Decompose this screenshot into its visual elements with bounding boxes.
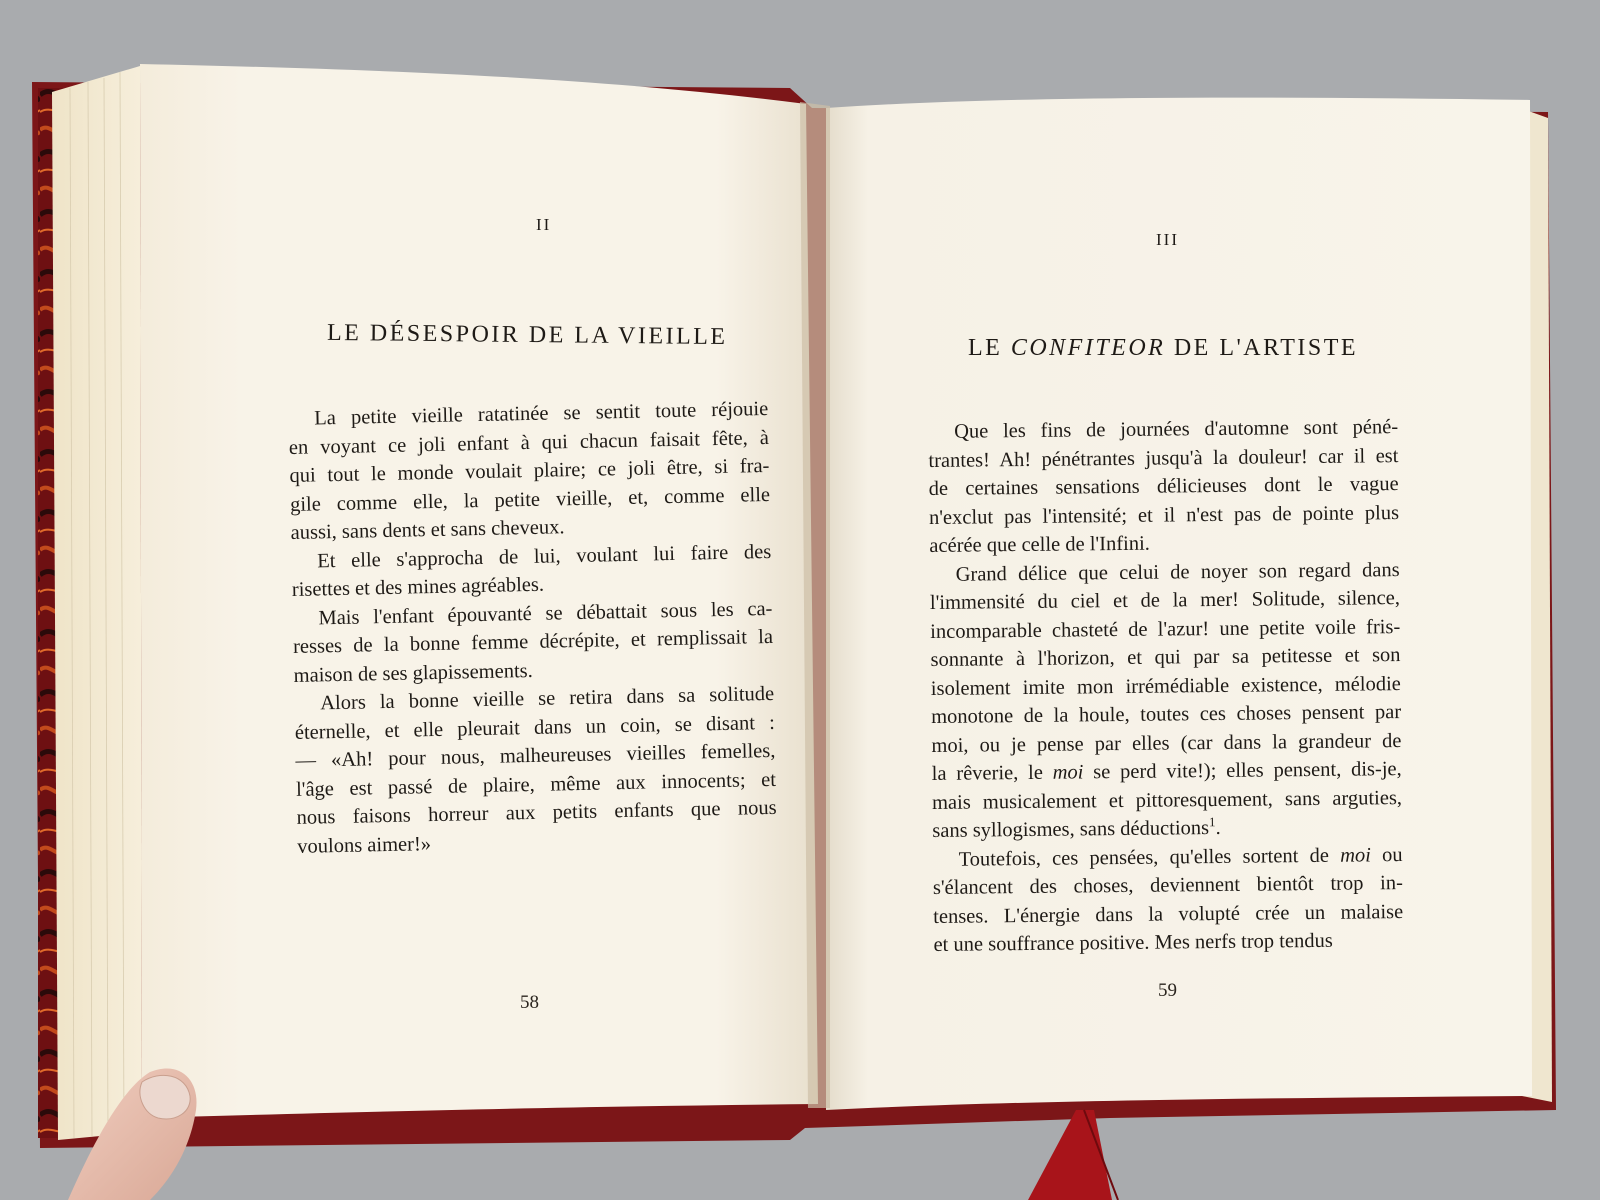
title-prefix: LE xyxy=(968,335,1003,361)
text-line: en voyant ce joli enfant à qui chacun faisait fête, à xyxy=(288,426,770,459)
paragraph xyxy=(288,395,771,548)
text-line: gile comme elle, la petite vieille, et, comme elle xyxy=(289,483,771,516)
paragraph xyxy=(929,556,1402,846)
left-page-edges xyxy=(52,66,142,1140)
right-page-number: 59 xyxy=(1158,980,1177,1001)
text-line: n'exclut pas l'intensité; et il n'est pas de pointe plus xyxy=(928,501,1400,529)
text-line: — «Ah! pour nous, malheureuses vieilles femelles, xyxy=(295,739,776,772)
text-line: La petite vieille ratatinée se sentit toute réjouie xyxy=(314,397,769,430)
text-line: incomparable chasteté de l'azur! une petite voile fris- xyxy=(930,615,1401,643)
paragraph xyxy=(291,537,772,604)
title-italic: CONFITEOR xyxy=(1010,335,1166,361)
paragraph xyxy=(294,680,777,861)
right-chapter-title xyxy=(968,335,1358,362)
text-line: trantes! Ah! pénétrantes jusqu'à la douleur! car il est xyxy=(928,444,1399,472)
text-line: Et elle s'approcha de lui, voulant lui faire des xyxy=(317,540,772,572)
text-line: et une souffrance positive. Mes nerfs trop tendus xyxy=(933,929,1333,956)
text-line: resses de la bonne femme décrépite, et remplissait la xyxy=(292,625,774,658)
paragraph xyxy=(928,413,1399,560)
text-line: Alors la bonne vieille se retira dans sa solitude xyxy=(320,682,775,715)
left-page-body xyxy=(288,395,777,861)
left-chapter-number: II xyxy=(536,215,552,234)
title-suffix: DE L'ARTISTE xyxy=(1173,335,1359,361)
text-line: monotone de la houle, toutes ces choses pensent par xyxy=(931,701,1402,728)
text-line: Que les fins de journées d'automne sont péné- xyxy=(954,416,1399,443)
text-line: de certaines sensations délicieuses dont le vague xyxy=(928,473,1399,500)
text-line: Grand délice que celui de noyer son regard dans xyxy=(955,558,1400,586)
left-page-number: 58 xyxy=(520,992,539,1013)
text-line: maison de ses glapissements. xyxy=(293,659,533,687)
text-line: moi, ou je pense par elles (car dans la grandeur de xyxy=(931,729,1402,757)
right-chapter-number: III xyxy=(1156,230,1179,249)
text-line: aussi, sans dents et sans cheveux. xyxy=(290,516,565,544)
footnote-marker[interactable]: 1 xyxy=(1208,814,1216,830)
text-line: mais musicalement et pittoresquement, sans arguties, xyxy=(931,786,1403,814)
text-line: Mais l'enfant épouvanté se débattait sous les ca- xyxy=(318,597,773,629)
text-line: l'âge est passé de plaire, même aux innocents; et xyxy=(295,768,777,801)
text-line: éternelle, et elle pleurait dans un coin, se disant : xyxy=(294,711,775,744)
text-line: la rêverie, le moi se perd vite!); elles pensent, dis-je, xyxy=(931,758,1402,785)
left-chapter-title: LE DÉSESPOIR DE LA VIEILLE xyxy=(326,319,728,351)
text-line: l'immensité du ciel et de la mer! Solitude, silence, xyxy=(929,587,1401,614)
text-line: sonnante à l'horizon, et qui par sa petitesse et son xyxy=(930,644,1401,671)
text-line: tenses. L'énergie dans la volupté crée un malaise xyxy=(933,900,1404,928)
text-line: voulons aimer!» xyxy=(297,832,432,858)
text-line: isolement imite mon irrémédiable existence, mélodie xyxy=(930,672,1401,700)
text-line: sans syllogismes, sans déductions$^1$. xyxy=(932,814,1221,842)
paragraph xyxy=(292,594,774,690)
paragraph xyxy=(932,841,1403,960)
text-line: qui tout le monde voulait plaire; ce joli être, si fra- xyxy=(289,454,770,487)
text-line: acérée que celle de l'Infini. xyxy=(929,532,1150,557)
text-line: risettes et des mines agréables. xyxy=(291,573,545,601)
text-line: nous faisons horreur aux petits enfants que nous xyxy=(296,796,777,829)
right-page-body xyxy=(928,413,1404,959)
text-line: s'élancent des choses, deviennent bientôt trop in- xyxy=(932,872,1404,899)
text-line: Toutefois, ces pensées, qu'elles sortent de moi ou xyxy=(958,843,1403,871)
